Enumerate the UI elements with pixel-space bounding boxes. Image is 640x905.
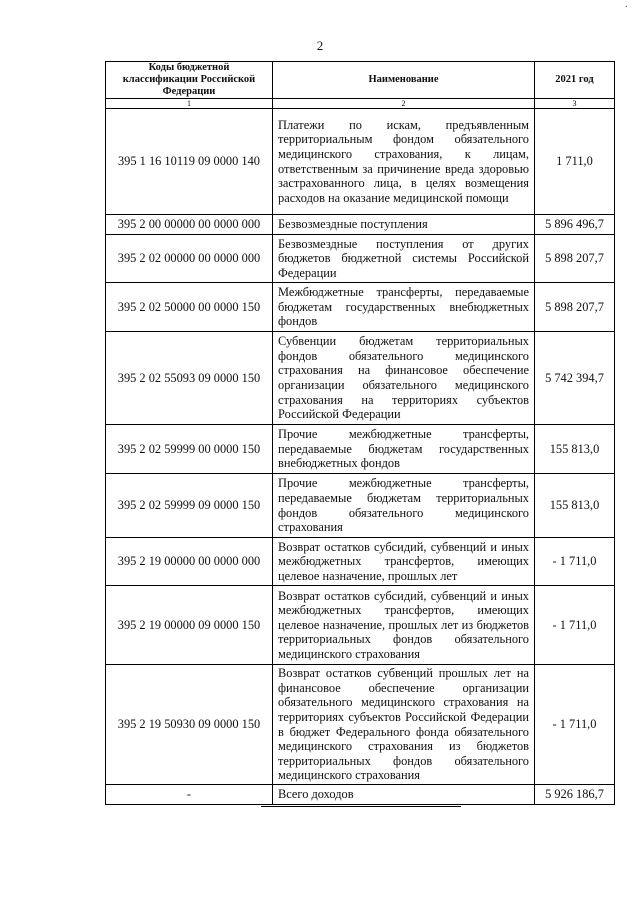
row-name: Безвозмездные поступления [273, 215, 535, 235]
row-name: Прочие межбюджетные трансферты, передаваемые бюджетам территориальных фондов обязательного медицинского страхования [273, 474, 535, 538]
table-row [106, 665, 615, 785]
row-code: 395 2 02 50000 00 0000 150 [106, 283, 273, 332]
row-code: 395 1 16 10119 09 0000 140 [106, 109, 273, 215]
column-number-row [106, 99, 615, 109]
table-header-row [106, 62, 615, 99]
column-number: 1 [106, 99, 273, 109]
row-name: Субвенции бюджетам территориальных фондов обязательного медицинского страхования на финансовое обеспечение организации обязательного медицинского страхования на территориях субъектов Российской Федерации [273, 332, 535, 425]
header-year: 2021 год [535, 62, 615, 99]
table-row [106, 586, 615, 665]
row-name: Межбюджетные трансферты, передаваемые бюджетам государственных внебюджетных фондов [273, 283, 535, 332]
row-name: Возврат остатков субвенций прошлых лет на финансовое обеспечение организации обязательного медицинского страхования на территориях субъектов Российской Федерации в бюджет Федерального фонда обязательного медицинского страхования из бюджетов территориальных фондов обязательного медицинского страхования [273, 665, 535, 785]
row-name: Возврат остатков субсидий, субвенций и иных межбюджетных трансфертов, имеющих целевое назначение, прошлых лет из бюджетов территориальных фондов обязательного медицинского страхования [273, 586, 535, 665]
row-amount: 155 813,0 [535, 474, 615, 538]
row-amount: - 1 711,0 [535, 538, 615, 586]
row-amount: 5 742 394,7 [535, 332, 615, 425]
row-name: Всего доходов [273, 785, 535, 805]
table-row [106, 538, 615, 586]
table-row [106, 332, 615, 425]
row-code: 395 2 19 50930 09 0000 150 [106, 665, 273, 785]
row-amount: - 1 711,0 [535, 665, 615, 785]
table-row [106, 425, 615, 474]
row-name: Платежи по искам, предъявленным территориальным фондом обязательного медицинского страхования, к лицам, ответственным за причинение вреда здоровью застрахованного лица, в целях возмещения расходов на оказание медицинской помощи [273, 109, 535, 215]
column-number: 2 [273, 99, 535, 109]
row-amount: 5 898 207,7 [535, 283, 615, 332]
page-number: 2 [316, 38, 324, 53]
row-amount: 5 898 207,7 [535, 235, 615, 283]
row-name: Безвозмездные поступления от других бюджетов бюджетной системы Российской Федерации [273, 235, 535, 283]
row-code: 395 2 19 00000 09 0000 150 [106, 586, 273, 665]
row-amount: 1 711,0 [535, 109, 615, 215]
row-amount: 5 926 186,7 [535, 785, 615, 805]
table-row [106, 109, 615, 215]
header-name: Наименование [273, 62, 535, 99]
header-code: Коды бюджетной классификации Российской Федерации [106, 62, 273, 99]
row-code: 395 2 02 55093 09 0000 150 [106, 332, 273, 425]
bottom-divider [261, 806, 461, 807]
table-row [106, 283, 615, 332]
column-number: 3 [535, 99, 615, 109]
row-code: 395 2 19 00000 00 0000 000 [106, 538, 273, 586]
row-code: - [106, 785, 273, 805]
row-amount: - 1 711,0 [535, 586, 615, 665]
table-row [106, 474, 615, 538]
row-amount: 5 896 496,7 [535, 215, 615, 235]
row-code: 395 2 02 59999 09 0000 150 [106, 474, 273, 538]
row-code: 395 2 02 59999 00 0000 150 [106, 425, 273, 474]
row-name: Возврат остатков субсидий, субвенций и иных межбюджетных трансфертов, имеющих целевое назначение, прошлых лет [273, 538, 535, 586]
row-code: 395 2 00 00000 00 0000 000 [106, 215, 273, 235]
row-amount: 155 813,0 [535, 425, 615, 474]
scan-mark: · [624, 2, 628, 13]
row-name: Прочие межбюджетные трансферты, передаваемые бюджетам государственных внебюджетных фондов [273, 425, 535, 474]
table-row-total [106, 785, 615, 805]
row-code: 395 2 02 00000 00 0000 000 [106, 235, 273, 283]
table-row [106, 215, 615, 235]
budget-revenue-table [105, 61, 615, 805]
table-row [106, 235, 615, 283]
